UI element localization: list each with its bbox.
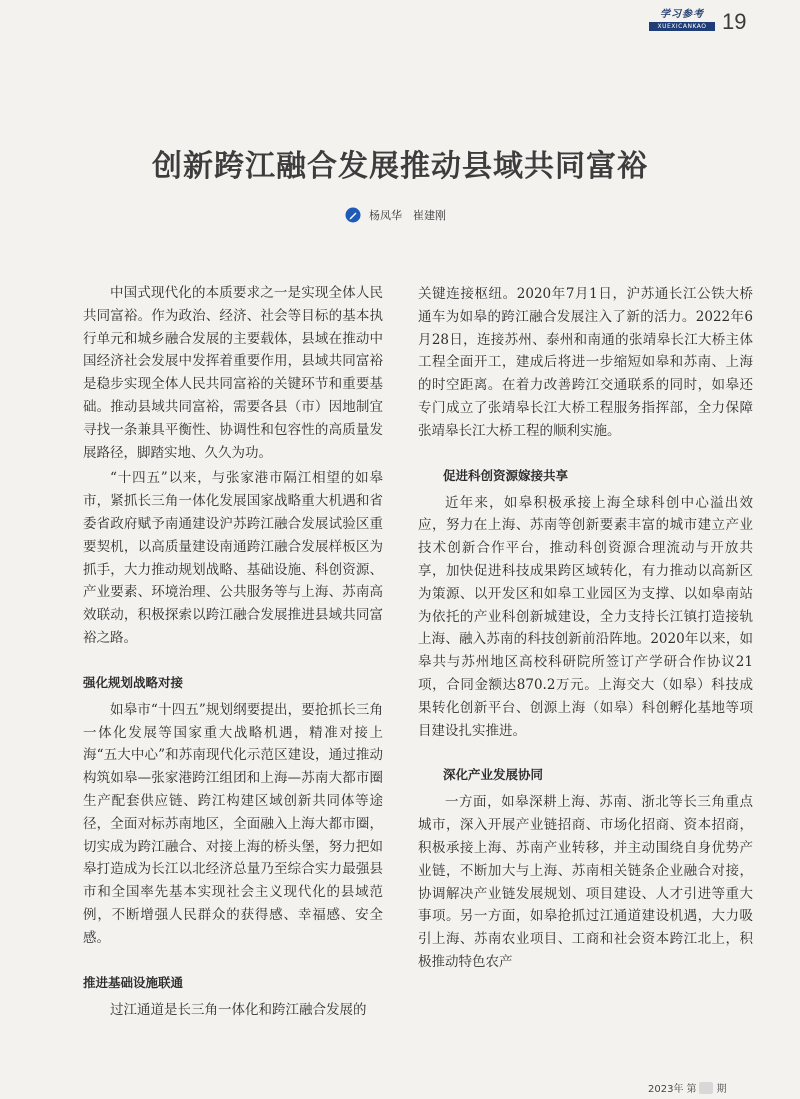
section-heading: 强化规划战略对接 xyxy=(83,674,184,690)
section-title-cn: 学习参考 xyxy=(660,9,704,20)
paragraph: 过江通道是长三角一体化和跨江融合发展的 xyxy=(110,1001,367,1018)
section-heading: 深化产业发展协同 xyxy=(443,767,544,783)
paragraph: 一方面，如皋深耕上海、苏南、浙北等长三角重点城市，深入开展产业链招商、市场化招商、资本招商，积极承接上海、苏南产业转移，并主动围绕自身优势产业链，不断加大与上海、苏南相关链条企业融合对接，协调解决产业链发展规划、项目建设、人才引进等重大事项。另一方面，如皋抢抓过江通道建设机遇，大力吸引上海、苏南农业项目、工商和社会资本跨江北上，积极推动特色农产 xyxy=(418,794,753,970)
left-column xyxy=(83,282,383,1021)
section-title-en: XUEXICANKAO xyxy=(649,22,715,31)
paragraph: 如皋市“十四五”规划纲要提出，要抢抓长三角一体化发展等国家重大战略机遇，精准对接上海“五大中心”和苏南现代化示范区建设，通过推动构筑如皋—张家港跨江组团和上海—苏南大都市圈生产配套供应链、跨江构建区域创新共同体等途径，全面对标苏南地区，全面融入上海大都市圈，切实成为跨江融合、对接上海的桥头堡，努力把如皋打造成为长江以北经济总量乃至综合实力最强县市和全国率先基本实现社会主义现代化的县域范例，不断增强人民群众的获得感、幸福感、安全感。 xyxy=(83,701,383,946)
issue-prefix: 第 xyxy=(686,1084,697,1095)
section-heading: 推进基础设施联通 xyxy=(83,974,184,990)
paragraph: 中国式现代化的本质要求之一是实现全体人民共同富裕。作为政治、经济、社会等目标的基本执行单元和城乡融合发展的主要载体，县域在推动中国经济社会发展中发挥着重要作用，县域共同富裕是稳步实现全体人民共同富裕的关键环节和重要基础。推动县域共同富裕，需要各县（市）因地制宜寻找一条兼具平衡性、协调性和包容性的高质量发展路径，脚踏实地、久久为功。 xyxy=(83,285,383,461)
paragraph: “十四五”以来，与张家港市隔江相望的如皋市，紧抓长三角一体化发展国家战略重大机遇和省委省政府赋予南通建设沪苏跨江融合发展试验区重要契机，以高质量建设南通跨江融合发展样板区为抓手，大力推动规划战略、基础设施、科创资源、产业要素、环境治理、公共服务等与上海、苏南高效联动，积极探索以跨江融合发展推进县域共同富裕之路。 xyxy=(83,470,383,646)
issue-year: 2023年 xyxy=(648,1084,684,1095)
section-heading: 促进科创资源嫁接共享 xyxy=(443,467,569,483)
author-names: 杨凤华 崔建刚 xyxy=(369,209,446,222)
article-title: 创新跨江融合发展推动县域共同富裕 xyxy=(152,149,648,184)
issue-number-box xyxy=(699,1082,713,1094)
author-line xyxy=(345,205,446,225)
paragraph: 近年来，如皋积极承接上海全球科创中心溢出效应，努力在上海、苏南等创新要素丰富的城市建立产业技术创新合作平台，推动科创资源合理流动与开放共享，加快促进科技成果跨区域转化，有力推动以高新区为策源、以开发区和如皋工业园区为支撑、以如皋南站为依托的产业科创新城建设，全力支持长江镇打造接轨上海、融入苏南的科技创新前沿阵地。2020年以来，如皋共与苏州地区高校科研院所签订产学研合作协议21项，合同金额达870.2万元。上海交大（如皋）科技成果转化创新平台、创源上海（如皋）科创孵化基地等项目建设扎实推进。 xyxy=(418,494,753,739)
issue-suffix: 期 xyxy=(716,1084,727,1095)
issue-footer xyxy=(648,1080,726,1095)
paragraph: 关键连接枢纽。2020年7月1日，沪苏通长江公铁大桥通车为如皋的跨江融合发展注入了新的活力。2022年6月28日，连接苏州、泰州和南通的张靖皋长江大桥主体工程全面开工，建成后将进一步缩短如皋和苏南、上海的时空距离。在着力改善跨江交通联系的同时，如皋还专门成立了张靖皋长江大桥工程服务指挥部，全力保障张靖皋长江大桥工程的顺利实施。 xyxy=(418,286,753,439)
section-badge xyxy=(649,8,715,31)
pen-icon xyxy=(345,207,361,223)
page-number: 19 xyxy=(722,9,747,34)
right-column xyxy=(418,283,753,974)
